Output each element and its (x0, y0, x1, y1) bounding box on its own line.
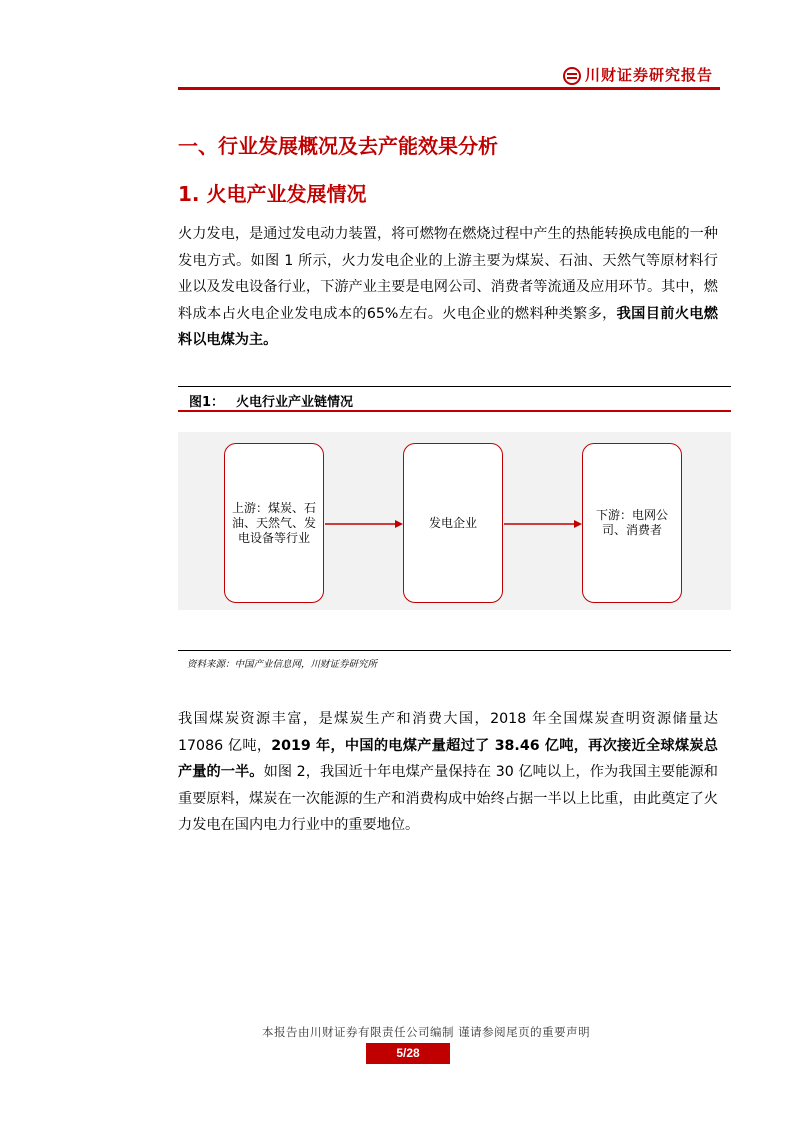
diagram-arrows (0, 514, 793, 534)
arrow-middle-to-downstream (504, 520, 582, 528)
paragraph-coal-bold: 2019 年，中国的电煤产量超过了 38.46 亿吨，再次接近全球煤炭总产量的一半。 (178, 737, 718, 780)
chuancai-logo-icon (563, 67, 581, 85)
figure-title: 火电行业产业链情况 (236, 395, 354, 410)
header-brand: 川财证券研究报告 (585, 66, 714, 84)
paragraph-intro-text: 火力发电，是通过发电动力装置，将可燃物在燃烧过程中产生的热能转换成电能的一种发电方式。如图 1 所示，火力发电企业的上游主要为煤炭、石油、天然气等原材料行业以及发电设备行业，下游产业主要是电网公司、消费者等流通及应用环节。其中，燃料成本占火电企业发电成本的65%左右。火电企业的燃料种类繁多， (178, 226, 718, 322)
section-title: 一、行业发展概况及去产能效果分析 (178, 134, 498, 158)
arrow-upstream-to-middle (325, 520, 403, 528)
figure-top-rule (178, 386, 731, 387)
footer-notice: 本报告由川财证券有限责任公司编制 谨请参阅尾页的重要声明 (262, 1025, 591, 1039)
header-divider (178, 87, 720, 90)
figure-source: 资料来源：中国产业信息网，川财证券研究所 (187, 659, 378, 670)
paragraph-coal (178, 706, 718, 839)
diagram-node-upstream-label: 上游：煤炭、石油、天然气、发电设备等行业 (231, 500, 316, 545)
paragraph-coal-text-a: 我国煤炭资源丰富，是煤炭生产和消费大国，2018 年全国煤炭查明资源储量达 17086 亿吨， (178, 711, 718, 754)
figure-label: 图1： (189, 395, 225, 410)
paragraph-intro-bold: 我国目前火电燃料以电煤为主。 (178, 305, 718, 348)
page-number: 5/28 (366, 1043, 450, 1064)
figure-bottom-rule (178, 410, 731, 412)
paragraph-coal-text-b: 如图 2，我国近十年电煤产量保持在 30 亿吨以上，作为我国主要能源和重要原料，煤炭在一次能源的生产和消费构成中始终占据一半以上比重，由此奠定了火力发电在国内电力行业中的重要地位。 (178, 764, 718, 833)
diagram-node-downstream-label: 下游：电网公司、消费者 (595, 508, 668, 537)
source-rule (178, 650, 731, 651)
subsection-title: 1. 火电产业发展情况 (178, 182, 367, 206)
paragraph-intro (178, 221, 718, 354)
diagram-node-middle-label: 发电企业 (428, 515, 477, 530)
